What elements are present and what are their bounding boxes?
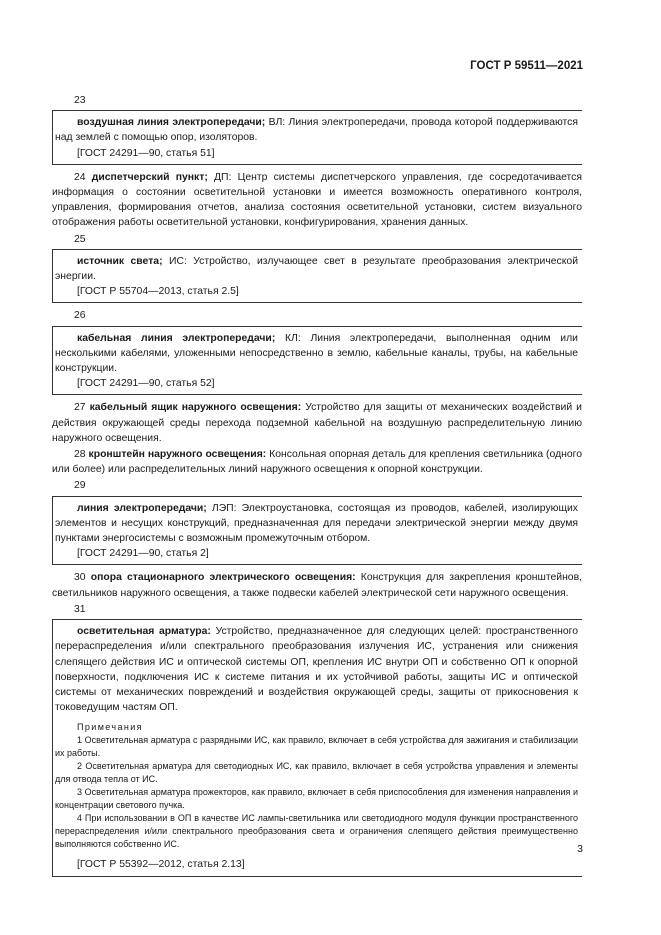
term-text: ИС: Устройство, излучающее свет в результате преобразования электрической энергии. <box>55 255 578 283</box>
entry-number: 31 <box>74 603 86 615</box>
term-reference: [ГОСТ Р 55704—2013, статья 2.5] <box>77 286 239 298</box>
note-item: 3 Осветительная арматура прожекторов, как правило, включает в себя приспособления для изменения направления и концентрации светового пучка. <box>55 787 578 811</box>
term-text: ЛЭП: Электроустановка, состоящая из проводов, кабелей, изолирующих элементов и несущих конструкций, предназначенная для передачи электрической энергии между двумя пунктами энергосистемы с возможным промежуточным отбором. <box>55 502 578 545</box>
entry-number: 23 <box>74 95 86 106</box>
entry-number: 28 <box>74 449 86 461</box>
term-reference: [ГОСТ Р 55392—2012, статья 2.13] <box>77 859 245 871</box>
entry-number: 30 <box>74 572 86 584</box>
term-name: воздушная линия электропередачи; <box>77 117 266 129</box>
page-number: 3 <box>577 843 583 855</box>
term-text: Консольная опорная деталь для крепления светильника (одного или более) или распределительных линий наружного освещения к опорной конструкции. <box>52 449 582 476</box>
standard-header: ГОСТ Р 59511—2021 <box>470 60 583 72</box>
term-definition <box>55 331 578 377</box>
term-name: опора стационарного электрического освещения: <box>90 572 356 584</box>
term-text: ДП: Центр системы диспетчерского управления, где сосредотачивается информация о состоянии осветительной установки и имеется возможность оперативного контроля, управления, формирования отчетов, анализа состояния осветительной установки, систем визуального отображения работы осветительной установки, конфигурирования, хранения данных. <box>52 171 583 229</box>
term-text: Устройство, предназначенное для следующих целей: пространственного перераспределения и/или спектрального преобразования излучения ИС, устранения или снижения слепящего действия ИС и оптической системы ОП, крепления ИС внутри ОП и собственно ОП к опорной поверхности, подключения ИС к системе питания и их устойчивой работы, защиты ИС и оптической системы от механических повреждений и воздействия окружающей среды, защиты от прикосновения к токоведущим частям ОП. <box>55 626 578 714</box>
term-name: кабельная линия электропередачи; <box>77 332 276 344</box>
term-text: Конструкция для закрепления кронштейнов, светильников наружного освещения, а также подвески кабелей электрической сети наружного освещения. <box>52 572 582 599</box>
term-box-26 <box>52 326 582 396</box>
term-box-31 <box>52 619 582 876</box>
term-definition <box>55 115 578 145</box>
note-item: 4 При использовании в ОП в качестве ИС лампы-светильника или светодиодного модуля функции пространственного перераспределения и/или спектрального преобразования света и ограничения слепящего действия преимущественно выполняются собственно ИС. <box>55 813 578 850</box>
term-reference: [ГОСТ 24291—90, статья 2] <box>77 548 209 560</box>
term-reference: [ГОСТ 24291—90, статья 51] <box>77 147 215 159</box>
terms-content <box>52 93 582 882</box>
note-item: 2 Осветительная арматура для светодиодных ИС, как правило, включает в себя устройства управления и элементы для отвода тепла от ИС. <box>55 761 578 785</box>
term-definition <box>55 624 578 715</box>
term-definition <box>55 254 578 284</box>
term-text: КЛ: Линия электропередачи, выполненная одним или несколькими кабелями, уложенными непосредственно в землю, кабельные каналы, трубы, на кабельные конструкции. <box>55 332 578 375</box>
term-entry-28 <box>52 447 582 477</box>
notes-heading: Примечания <box>77 722 143 733</box>
term-entry-30 <box>52 570 582 600</box>
term-name: источник света; <box>77 255 163 267</box>
term-name: диспетчерский пункт; <box>91 171 208 183</box>
note-item: 1 Осветительная арматура с разрядными ИС, как правило, включает в себя устройства для зажигания и стабилизации их работы. <box>55 735 578 759</box>
entry-number: 26 <box>74 310 86 322</box>
entry-number: 29 <box>74 480 86 492</box>
term-text: ВЛ: Линия электропередачи, провода которой поддерживаются над землей с помощью опор, изоляторов. <box>55 117 578 144</box>
term-name: линия электропередачи; <box>77 502 207 514</box>
term-box-25 <box>52 249 582 304</box>
term-definition <box>55 501 578 547</box>
term-entry-27 <box>52 400 582 446</box>
term-name: осветительная арматура: <box>77 626 211 638</box>
term-text: Устройство для защиты от механических воздействий и действия окружающей среды перехода подземной кабельной на воздушную распределительную линию наружного освещения. <box>52 402 582 444</box>
term-box-23 <box>52 110 582 165</box>
entry-number: 25 <box>74 233 86 245</box>
term-name: кронштейн наружного освещения: <box>88 449 267 461</box>
entry-number: 24 <box>74 171 86 183</box>
term-name: кабельный ящик наружного освещения: <box>89 402 302 414</box>
term-entry-24 <box>52 170 582 231</box>
term-reference: [ГОСТ 24291—90, статья 52] <box>77 378 215 390</box>
term-box-29 <box>52 496 582 566</box>
notes-block <box>55 721 578 851</box>
entry-number: 27 <box>74 402 86 414</box>
